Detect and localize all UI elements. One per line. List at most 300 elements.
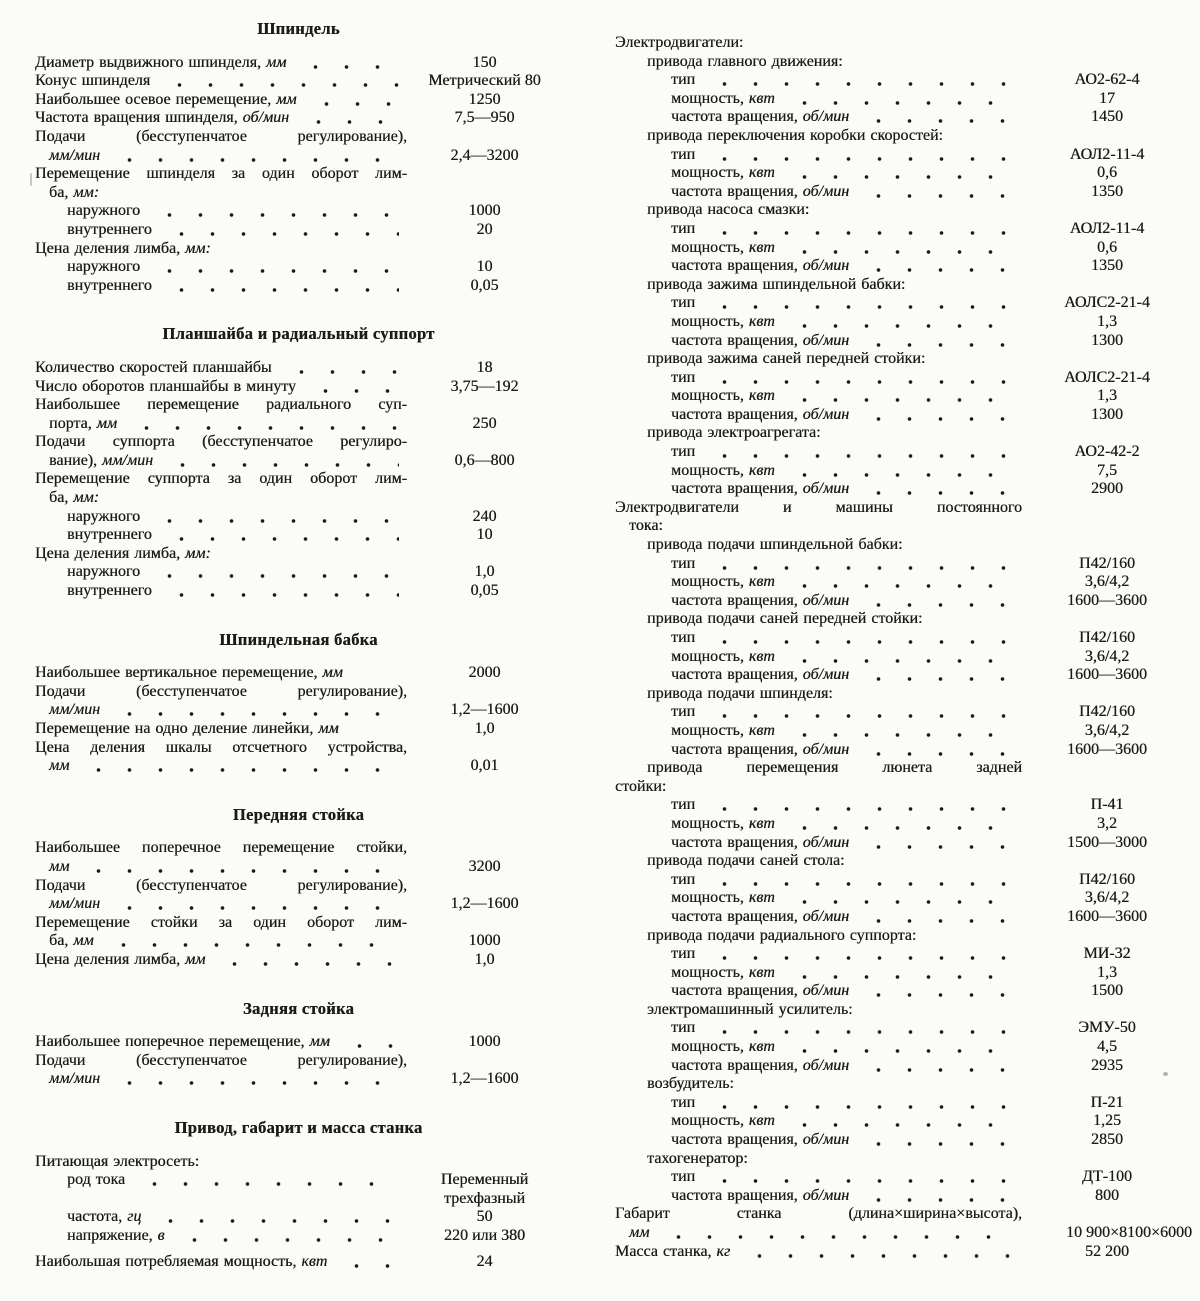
spec-label [67, 258, 140, 277]
spec-row [615, 350, 1192, 369]
label-text: Диаметр выдвижного шпинделя, [35, 53, 261, 71]
label-unit: квт [748, 573, 775, 591]
spec-value: 1600—3600 [1067, 666, 1147, 684]
label-unit: квт [748, 889, 775, 907]
row-spacer [753, 44, 1014, 50]
label-unit: мм [309, 1033, 330, 1051]
dot-leader [150, 212, 399, 218]
row-spacer [935, 360, 1014, 366]
spec-label [35, 1033, 330, 1052]
dot-leader [705, 806, 1014, 812]
spec-label [49, 932, 94, 951]
spec-row [615, 964, 1192, 983]
spec-value: 1600—3600 [1067, 591, 1147, 609]
label-unit: мм: [185, 544, 211, 562]
spec-label [35, 877, 407, 896]
row-spacer [676, 788, 1014, 794]
label-unit: мм [265, 53, 287, 71]
dot-leader [859, 918, 1014, 924]
spec-row [35, 1253, 562, 1272]
label-unit: мм [49, 757, 70, 775]
spec-row [35, 415, 562, 434]
label-unit: квт [748, 312, 775, 330]
dot-leader [859, 992, 1014, 998]
label-text: привода главного движения: [647, 52, 843, 70]
spec-row [615, 741, 1192, 760]
spec-value: 1350 [1091, 182, 1123, 200]
label-unit: об/мин [802, 740, 850, 758]
label-unit: мм: [73, 183, 99, 201]
spec-value: ДТ-100 [1081, 1168, 1132, 1186]
spec-value: 1,0 [474, 720, 495, 737]
spec-row [615, 927, 1192, 946]
spec-row [35, 184, 562, 203]
spec-label [35, 91, 297, 110]
spec-label [35, 433, 407, 452]
spec-label [67, 1227, 165, 1246]
spec-row [35, 396, 562, 415]
spec-label [671, 220, 695, 239]
spec-value: 0,6—800 [454, 451, 515, 469]
label-text: Наибольшее вертикальное перемещение, [35, 664, 318, 682]
spec-section [35, 20, 562, 295]
label-unit: мм [96, 414, 118, 432]
spec-row [35, 147, 562, 166]
label-text: мощность, [671, 1038, 744, 1056]
dot-leader [859, 676, 1014, 682]
label-text: тип [671, 71, 696, 89]
spec-row [35, 951, 562, 970]
spec-value: 1000 [468, 932, 501, 950]
spec-value: 1300 [1091, 405, 1123, 423]
spec-label [671, 871, 695, 890]
spec-label [35, 739, 407, 758]
dot-leader [150, 268, 399, 274]
row-spacer [932, 620, 1014, 626]
spec-row [35, 1171, 562, 1208]
label-unit: об/мин [802, 833, 850, 851]
dot-leader [740, 1253, 1014, 1259]
dot-leader [859, 751, 1014, 757]
label-text: Питающая электросеть: [35, 1152, 200, 1170]
spec-value: 250 [472, 414, 497, 432]
spec-row [35, 526, 562, 545]
label-unit: об/мин [802, 331, 850, 349]
row-spacer [819, 211, 1014, 217]
spec-section [35, 631, 562, 776]
spec-label [671, 257, 849, 276]
spec-label [671, 480, 849, 499]
label-text: возбудитель: [647, 1075, 734, 1093]
label-unit: квт [748, 721, 775, 739]
spec-section [35, 806, 562, 970]
spec-row [35, 258, 562, 277]
dot-leader [859, 118, 1014, 124]
spec-value: 1600—3600 [1067, 907, 1147, 925]
label-text: частота вращения, [671, 331, 798, 349]
label-text: внутреннего [67, 526, 152, 544]
spec-row [35, 683, 562, 702]
spec-value: АО2-62-4 [1074, 71, 1140, 89]
spec-value: 1,25 [1093, 1112, 1121, 1130]
spec-row [35, 202, 562, 221]
label-unit: квт [748, 238, 775, 256]
label-text: тип [671, 796, 696, 814]
label-text: вание), [49, 451, 97, 469]
spec-row [615, 108, 1192, 127]
spec-row [615, 629, 1192, 648]
spec-label [671, 387, 775, 406]
dot-leader [79, 868, 399, 874]
spec-value: 18 [476, 358, 493, 376]
label-text: частота вращения, [671, 182, 798, 200]
spec-label [671, 666, 849, 685]
label-text: тип [671, 870, 696, 888]
spec-label [647, 53, 843, 72]
row-spacer [209, 1163, 399, 1169]
label-text: мощность, [671, 814, 744, 832]
label-text: привода зажима саней передней стойки: [647, 350, 926, 368]
spec-label [671, 239, 775, 258]
spec-label [35, 951, 205, 970]
dot-leader [785, 472, 1014, 478]
spec-row [35, 452, 562, 471]
spec-label [671, 703, 695, 722]
spec-label [647, 536, 902, 555]
label-text: тока: [629, 517, 663, 535]
dot-leader [859, 1141, 1014, 1147]
spec-row [615, 332, 1192, 351]
spec-label [67, 526, 152, 545]
row-spacer [349, 730, 399, 736]
spec-row [615, 220, 1192, 239]
spec-row [615, 685, 1192, 704]
spec-value: 17 [1099, 89, 1115, 107]
spec-row [35, 720, 562, 739]
label-text: Наибольшая потребляемая мощность, [35, 1253, 297, 1271]
spec-value: 1,2—1600 [450, 895, 519, 913]
label-text: Перемещение суппорта за один оборот лим- [35, 470, 407, 488]
spec-value: П-41 [1090, 796, 1124, 814]
row-spacer [915, 286, 1014, 292]
spec-value: 0,05 [470, 582, 499, 600]
label-unit: мм: [73, 489, 99, 507]
dot-leader [705, 639, 1014, 645]
scan-speck [30, 173, 32, 186]
label-text: мощность, [671, 238, 744, 256]
spec-row [35, 932, 562, 951]
row-spacer [843, 695, 1014, 701]
label-text: привода насоса смазки: [647, 201, 810, 219]
label-text: Масса станка, [615, 1242, 712, 1260]
label-text: Подачи (бесступенчатое регулирование), [35, 876, 407, 894]
spec-value: 0,01 [470, 757, 499, 775]
spec-value: 3,75—192 [450, 377, 519, 395]
spec-value: 1450 [1091, 108, 1123, 126]
spec-value: 3,6/4,2 [1084, 573, 1130, 591]
spec-value: 1300 [1091, 331, 1123, 349]
spec-label [35, 165, 407, 184]
dot-leader [705, 230, 1014, 236]
spec-label [67, 1208, 141, 1227]
spec-value: 3,6/4,2 [1084, 721, 1130, 739]
dot-leader [163, 462, 399, 468]
spec-label [35, 914, 407, 933]
label-text: привода перемещения люнета задней [647, 759, 1022, 777]
label-text: мощность, [671, 721, 744, 739]
label-unit: об/мин [802, 1056, 850, 1074]
dot-leader [705, 1104, 1014, 1110]
spec-label [671, 164, 775, 183]
label-unit: мм: [185, 239, 211, 257]
spec-label [671, 722, 775, 741]
label-text: тип [671, 145, 696, 163]
spec-label [49, 489, 99, 508]
spec-value: Переменный трехфазный [440, 1171, 529, 1207]
row-spacer [221, 555, 399, 561]
spec-label [49, 452, 153, 471]
label-text: привода подачи саней передней стойки: [647, 610, 923, 628]
spec-row [615, 834, 1192, 853]
dot-leader [299, 119, 399, 125]
spec-label [671, 462, 775, 481]
row-spacer [758, 1160, 1014, 1166]
label-unit: об/мин [802, 1131, 850, 1149]
dot-leader [110, 905, 399, 911]
spec-row [615, 257, 1192, 276]
label-text: Наибольшее поперечное перемещение, [35, 1033, 305, 1051]
dot-leader [859, 844, 1014, 850]
label-text: привода подачи шпиндельной бабки: [647, 536, 903, 554]
spec-label [671, 443, 695, 462]
spec-row [615, 648, 1192, 667]
spec-label [67, 563, 140, 582]
row-spacer [221, 250, 399, 256]
spec-label [67, 202, 140, 221]
spec-value: 1,2—1600 [450, 701, 519, 719]
spec-label [671, 313, 775, 332]
label-text: мощность, [671, 164, 744, 182]
spec-value: МИ-32 [1083, 945, 1131, 963]
spec-row [35, 582, 562, 601]
label-text: мощность, [671, 1112, 744, 1130]
spec-row [615, 815, 1192, 834]
dot-leader [785, 323, 1014, 329]
spec-row [615, 666, 1192, 685]
section-heading: Привод, габарит и масса станка [174, 1117, 423, 1137]
spec-label [671, 592, 849, 611]
spec-row [615, 1168, 1192, 1187]
spec-label [671, 964, 775, 983]
label-text: внутреннего [67, 582, 152, 600]
dot-leader [127, 425, 399, 431]
spec-row [615, 294, 1192, 313]
label-unit: об/мин [802, 257, 850, 275]
dot-leader [785, 1122, 1014, 1128]
dot-leader [859, 1197, 1014, 1203]
dot-leader [705, 453, 1014, 459]
spec-row [615, 499, 1192, 518]
label-text: Перемещение на одно деление линейки, [35, 720, 314, 737]
label-text: Цена деления лимба, [35, 950, 181, 968]
spec-label [671, 1187, 849, 1206]
spec-label [671, 1019, 695, 1038]
spec-row [615, 1001, 1192, 1020]
spec-value: П42/160 [1079, 703, 1135, 721]
label-text: стойки: [615, 777, 667, 795]
dot-leader [150, 518, 399, 524]
spec-value: Метрический 80 [428, 72, 541, 90]
spec-section [35, 1000, 562, 1089]
spec-row [615, 1075, 1192, 1094]
row-spacer [109, 194, 399, 200]
dot-leader [337, 1263, 399, 1269]
spec-label [647, 1075, 734, 1094]
spec-value: 1,0 [474, 563, 495, 581]
dot-leader [135, 1181, 399, 1187]
spec-value: 7,5 [1097, 461, 1117, 479]
spec-row [615, 889, 1192, 908]
spec-label [49, 858, 69, 877]
label-text: ба, [49, 489, 69, 507]
spec-label [35, 54, 286, 73]
dot-leader [110, 1080, 399, 1086]
label-text: мощность, [671, 387, 744, 405]
spec-label [671, 573, 775, 592]
spec-row [615, 1112, 1192, 1131]
dot-leader [150, 573, 399, 579]
dot-leader [160, 82, 399, 88]
spec-label [35, 72, 150, 91]
spec-label [49, 1070, 100, 1089]
spec-row [615, 722, 1192, 741]
label-text: Наибольшее перемещение радиального суп- [35, 396, 407, 414]
spec-value: АОЛ2-11-4 [1069, 145, 1145, 163]
dot-leader [785, 658, 1014, 664]
section-heading: Передняя стойка [232, 804, 365, 824]
spec-row [615, 146, 1192, 165]
spec-value: 2900 [1091, 480, 1123, 498]
label-unit: квт [748, 387, 775, 405]
label-text: мощность, [671, 89, 744, 107]
label-text: наружного [67, 202, 141, 220]
spec-label [615, 34, 743, 53]
spec-value: П-21 [1090, 1093, 1124, 1111]
spec-row [615, 517, 1192, 536]
spec-row [615, 387, 1192, 406]
dot-leader [859, 267, 1014, 273]
label-unit: квт [301, 1253, 328, 1271]
label-text: тип [671, 945, 696, 963]
label-unit: гц [127, 1208, 142, 1226]
spec-label [671, 369, 695, 388]
label-text: тип [671, 1093, 696, 1111]
spec-row [35, 1033, 562, 1052]
spec-label [671, 332, 849, 351]
spec-value: 1,3 [1097, 312, 1117, 330]
dot-leader [859, 1067, 1014, 1073]
dot-leader [785, 974, 1014, 980]
label-text: Подачи (бесступенчатое регулирование), [35, 127, 407, 145]
label-text: частота вращения, [671, 257, 798, 275]
row-spacer [855, 862, 1015, 868]
dot-leader [306, 388, 399, 394]
spec-row [615, 1224, 1192, 1243]
label-text: Электродвигатели: [615, 34, 744, 51]
spec-value: АОЛС2-21-4 [1064, 368, 1150, 386]
label-unit: мм/мин [102, 451, 154, 469]
spec-value: 7,5—950 [454, 109, 515, 127]
spec-row [615, 945, 1192, 964]
section-heading: Задняя стойка [242, 998, 355, 1018]
spec-row [35, 1052, 562, 1071]
spec-row [35, 1208, 562, 1227]
spec-row [615, 164, 1192, 183]
spec-row [615, 1187, 1192, 1206]
label-unit: об/мин [802, 591, 850, 609]
row-spacer [912, 546, 1014, 552]
dot-leader [785, 899, 1014, 905]
spec-row [35, 470, 562, 489]
spec-value: 4,5 [1097, 1038, 1117, 1056]
label-text: частота вращения, [671, 907, 798, 925]
spec-row [615, 443, 1192, 462]
row-spacer [353, 674, 399, 680]
spec-value: 1500—3000 [1067, 833, 1147, 851]
label-text: частота вращения, [671, 1131, 798, 1149]
label-text: наружного [67, 563, 141, 581]
spec-value: П42/160 [1079, 870, 1135, 888]
label-unit: об/мин [802, 1186, 850, 1204]
label-text: частота вращения, [671, 1186, 798, 1204]
spec-label [49, 757, 69, 776]
spec-value: 3,2 [1097, 814, 1117, 832]
label-text: частота вращения, [671, 982, 798, 1000]
label-text: мощность, [671, 647, 744, 665]
label-unit: мм/мин [49, 701, 101, 719]
label-text: Цена деления шкалы отсчетного устройства, [35, 738, 407, 756]
spec-label [49, 701, 100, 720]
spec-label [671, 406, 849, 425]
spec-label [647, 276, 905, 295]
row-spacer [853, 63, 1014, 69]
spec-value: 10 900×8100×6000 [1065, 1224, 1192, 1241]
spec-row [615, 871, 1192, 890]
spec-value: 3,6/4,2 [1084, 889, 1130, 907]
section-heading: Шпиндель [257, 19, 340, 38]
spec-row [35, 545, 562, 564]
spec-row [35, 914, 562, 933]
spec-label [615, 499, 1022, 518]
dot-leader [162, 231, 399, 237]
spec-value: 0,6 [1097, 164, 1117, 182]
label-unit: мм [629, 1224, 650, 1241]
label-unit: мм [73, 932, 94, 950]
spec-label [67, 221, 152, 240]
spec-value: 1350 [1091, 257, 1123, 275]
spec-value: 2850 [1091, 1131, 1123, 1149]
dot-leader [296, 64, 399, 70]
section-heading: Планшайба и радиальный суппорт [162, 324, 435, 344]
spec-value: АОЛС2-21-4 [1064, 294, 1150, 312]
label-text: привода подачи радиального суппорта: [647, 926, 917, 944]
row-spacer [673, 527, 1014, 533]
spec-label [671, 796, 695, 815]
spec-row [615, 1038, 1192, 1057]
spec-label [35, 683, 407, 702]
label-text: Перемещение шпинделя за один оборот лим- [35, 165, 407, 183]
spec-row [35, 757, 562, 776]
